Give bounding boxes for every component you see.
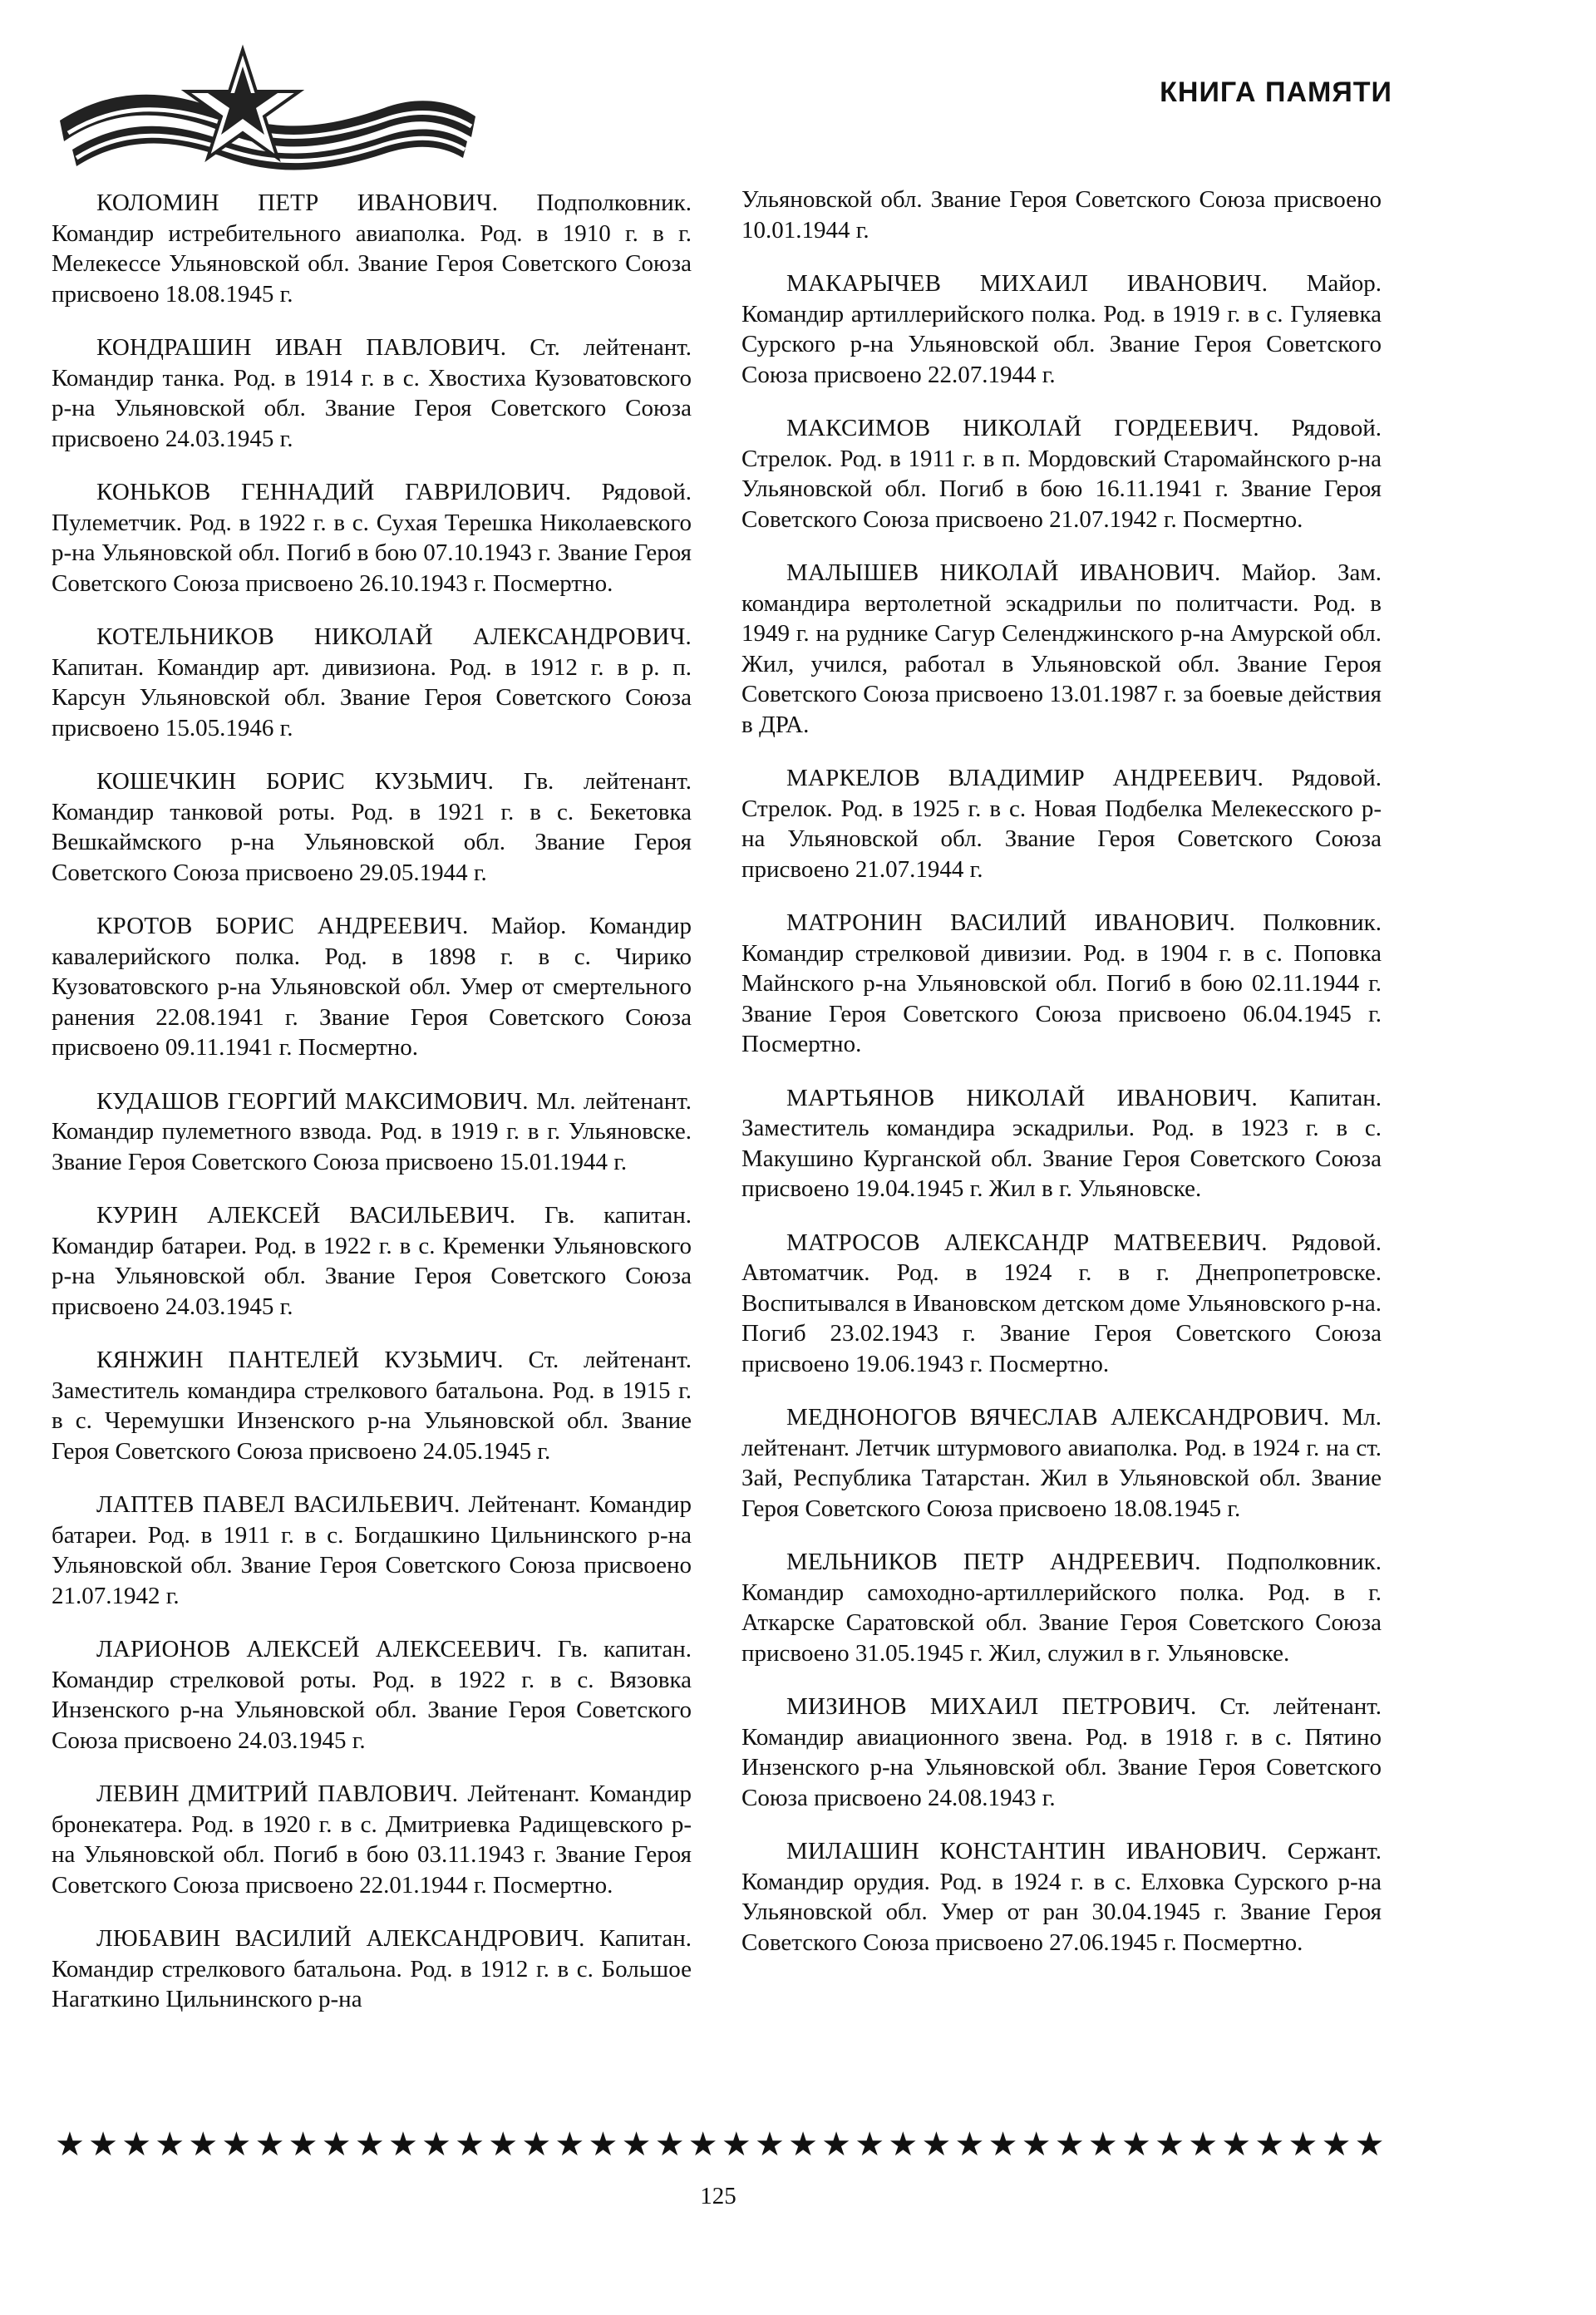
entry-text: Мл. лейтенант. Командир пулеметного взвода. Род. в 1919 г. в г. Ульяновске. Звание Героя Советского Союза присвоено 15.01.1944 г. — [52, 1087, 692, 1175]
left-column — [52, 188, 692, 2038]
entry-name: КОНЬКОВ ГЕННАДИЙ ГАВРИЛОВИЧ. — [96, 479, 572, 505]
entry-text: Полковник. Командир стрелковой дивизии. Род. в 1904 г. в с. Поповка Майнского р-на Ульяновской обл. Погиб в бою 02.11.1944 г. Звание Героя Советского Союза присвоено 06.04.1945 г. Посмертно. — [741, 909, 1382, 1057]
entry-text: Рядовой. Стрелок. Род. в 1911 г. в п. Мордовский Старомайнского р-на Ульяновской обл. Погиб в бою 16.11.1941 г. Звание Героя Советского Союза присвоено 21.07.1942 г. Посмертно. — [741, 415, 1382, 533]
star-icon: ★ — [521, 2125, 552, 2164]
entry-name: МАРТЬЯНОВ НИКОЛАЙ ИВАНОВИЧ. — [786, 1084, 1258, 1111]
entry-name: ЛАПТЕВ ПАВЕЛ ВАСИЛЬЕВИЧ. — [96, 1491, 461, 1518]
entry-text: Гв. лейтенант. Командир танковой роты. Род. в 1921 г. в с. Бекетовка Вешкаймского р-на Ульяновской обл. Звание Героя Советского Союза присвоено 29.05.1944 г. — [52, 768, 692, 886]
right-column — [741, 185, 1382, 2038]
biography-entry — [52, 332, 692, 454]
star-icon: ★ — [1221, 2125, 1252, 2164]
star-icon: ★ — [354, 2125, 385, 2164]
entry-text: Капитан. Заместитель командира эскадрильи. Род. в 1923 г. в с. Макушино Курганской обл. Звание Героя Советского Союза присвоено 19.04.1945 г. Жил в г. Ульяновске. — [741, 1084, 1382, 1202]
entry-name: КОТЕЛЬНИКОВ НИКОЛАЙ АЛЕКСАНДРОВИЧ. — [96, 623, 692, 650]
entry-name: МЕДНОНОГОВ ВЯЧЕСЛАВ АЛЕКСАНДРОВИЧ. — [786, 1404, 1330, 1431]
star-icon: ★ — [621, 2125, 652, 2164]
biography-entry — [741, 1836, 1382, 1958]
star-icon: ★ — [855, 2125, 885, 2164]
biography-entry — [741, 268, 1382, 390]
entry-name: МИЗИНОВ МИХАИЛ ПЕТРОВИЧ. — [786, 1693, 1197, 1720]
star-icon: ★ — [687, 2125, 718, 2164]
star-ribbon-emblem — [52, 33, 484, 199]
star-icon: ★ — [1087, 2125, 1118, 2164]
entry-name: МАТРОНИН ВАСИЛИЙ ИВАНОВИЧ. — [786, 909, 1236, 936]
entry-text: Капитан. Командир стрелкового батальона. Род. в 1912 г. в с. Большое Нагаткино Цильнинского р-на — [52, 1925, 692, 2012]
star-icon: ★ — [1054, 2125, 1085, 2164]
star-icon: ★ — [954, 2125, 985, 2164]
biography-entry — [52, 188, 692, 309]
continued-entry-text: Ульяновской обл. Звание Героя Советского Союза присвоено 10.01.1944 г. — [741, 186, 1382, 244]
star-icon: ★ — [588, 2125, 618, 2164]
star-icon: ★ — [1321, 2125, 1352, 2164]
entry-name: КУРИН АЛЕКСЕЙ ВАСИЛЬЕВИЧ. — [96, 1202, 516, 1229]
entry-text: Рядовой. Пулеметчик. Род. в 1922 г. в с. Сухая Терешка Николаевского р-на Ульяновской обл. Погиб в бою 07.10.1943 г. Звание Героя Советского Союза присвоено 26.10.1943 г. Посмертно. — [52, 479, 692, 597]
star-icon: ★ — [221, 2125, 252, 2164]
biography-entry — [741, 1402, 1382, 1524]
star-icon: ★ — [321, 2125, 352, 2164]
biography-entry — [741, 1547, 1382, 1668]
biography-entry — [52, 1779, 692, 1900]
star-icon: ★ — [888, 2125, 919, 2164]
star-icon: ★ — [1021, 2125, 1052, 2164]
entry-text: Капитан. Командир арт. дивизиона. Род. в 1912 г. в р. п. Карсун Ульяновской обл. Звание Героя Советского Союза присвоено 15.05.1946 г. — [52, 653, 692, 741]
entry-text: Гв. капитан. Командир стрелковой роты. Род. в 1922 г. в с. Вязовка Инзенского р-на Ульяновской обл. Звание Героя Советского Союза присвоено 24.03.1945 г. — [52, 1636, 692, 1754]
biography-entry — [52, 911, 692, 1063]
red-star-ribbon-icon — [60, 50, 475, 170]
star-icon: ★ — [1354, 2125, 1385, 2164]
star-icon: ★ — [721, 2125, 751, 2164]
biography-entry — [52, 1345, 692, 1466]
star-icon: ★ — [188, 2125, 219, 2164]
biography-entry — [52, 766, 692, 888]
star-icon: ★ — [288, 2125, 318, 2164]
star-icon: ★ — [654, 2125, 685, 2164]
biography-entry — [52, 1490, 692, 1611]
entry-name: КОЛОМИН ПЕТР ИВАНОВИЧ. — [96, 190, 499, 216]
star-icon: ★ — [55, 2125, 85, 2164]
biography-entry — [741, 763, 1382, 884]
star-icon: ★ — [754, 2125, 785, 2164]
star-icon: ★ — [421, 2125, 451, 2164]
entry-name: ЛЕВИН ДМИТРИЙ ПАВЛОВИЧ. — [96, 1781, 459, 1807]
page-number: 125 — [700, 2183, 736, 2209]
star-icon: ★ — [1121, 2125, 1151, 2164]
biography-entry — [52, 1200, 692, 1322]
entry-name: МЕЛЬНИКОВ ПЕТР АНДРЕЕВИЧ. — [786, 1549, 1201, 1575]
entry-text: Подполковник. Командир истребительного авиаполка. Род. в 1910 г. в г. Мелекессе Ульяновской обл. Звание Героя Советского Союза присвоено 18.08.1945 г. — [52, 190, 692, 308]
biography-entry — [741, 908, 1382, 1060]
entry-name: МАТРОСОВ АЛЕКСАНДР МАТВЕЕВИЧ. — [786, 1229, 1268, 1256]
entry-text: Сержант. Командир орудия. Род. в 1924 г. в с. Елховка Сурского р-на Ульяновской обл. Умер от ран 30.04.1945 г. Звание Героя Советского Союза присвоено 27.06.1945 г. Посмертно. — [741, 1838, 1382, 1956]
star-icon: ★ — [921, 2125, 952, 2164]
biography-entry — [741, 413, 1382, 534]
biography-entry — [52, 1923, 692, 2015]
entry-text: Мл. лейтенант. Летчик штурмового авиаполка. Род. в 1924 г. на ст. Зай, Республика Татарстан. Жил в Ульяновской обл. Звание Героя Советского Союза присвоено 18.08.1945 г. — [741, 1404, 1382, 1522]
two-column-text — [52, 188, 1382, 2038]
biography-entry — [741, 1083, 1382, 1204]
biography-entry — [741, 1692, 1382, 1813]
entry-name: МАРКЕЛОВ ВЛАДИМИР АНДРЕЕВИЧ. — [786, 765, 1264, 791]
star-icon: ★ — [1155, 2125, 1185, 2164]
biography-entry — [52, 622, 692, 743]
entry-text: Лейтенант. Командир бронекатера. Род. в 1920 г. в с. Дмитриевка Радищевского р-на Ульяновской обл. Погиб в бою 03.11.1943 г. Звание Героя Советского Союза присвоено 22.01.1944 г. Посмертно. — [52, 1781, 692, 1899]
biography-entry — [52, 1086, 692, 1178]
entry-text: Лейтенант. Командир батареи. Род. в 1911 г. в с. Богдашкино Цильнинского р-на Ульяновской обл. Звание Героя Советского Союза присвоено 21.07.1942 г. — [52, 1491, 692, 1609]
entry-name: ЛАРИОНОВ АЛЕКСЕЙ АЛЕКСЕЕВИЧ. — [96, 1636, 543, 1662]
entry-text: Рядовой. Автоматчик. Род. в 1924 г. в г. Днепропетровске. Воспитывался в Ивановском детском доме Ульяновского р-на. Погиб 23.02.1943 г. Звание Героя Советского Союза присвоено 19.06.1943 г. Посмертно. — [741, 1229, 1382, 1377]
entry-name: МАЛЫШЕВ НИКОЛАЙ ИВАНОВИЧ. — [786, 559, 1221, 586]
entry-text: Подполковник. Командир самоходно-артиллерийского полка. Род. в г. Аткарске Саратовской обл. Звание Героя Советского Союза присвоено 31.05.1945 г. Жил, служил в г. Ульяновске. — [741, 1549, 1382, 1667]
entry-name: КУДАШОВ ГЕОРГИЙ МАКСИМОВИЧ. — [96, 1087, 529, 1115]
star-icon: ★ — [254, 2125, 285, 2164]
star-icon: ★ — [821, 2125, 852, 2164]
entry-name: КЯНЖИН ПАНТЕЛЕЙ КУЗЬМИЧ. — [96, 1347, 504, 1373]
entry-name: ЛЮБАВИН ВАСИЛИЙ АЛЕКСАНДРОВИЧ. — [96, 1925, 585, 1952]
entry-text: Ст. лейтенант. Командир танка. Род. в 1914 г. в с. Хвостиха Кузоватовского р-на Ульяновской обл. Звание Героя Советского Союза присвоено 24.03.1945 г. — [52, 334, 692, 452]
star-icon: ★ — [121, 2125, 152, 2164]
star-icon: ★ — [1288, 2125, 1318, 2164]
entry-name: МИЛАШИН КОНСТАНТИН ИВАНОВИЧ. — [786, 1838, 1268, 1864]
entry-text: Ст. лейтенант. Заместитель командира стрелкового батальона. Род. в 1915 г. в с. Черемушки Инзенского р-на Ульяновской обл. Звание Героя Советского Союза присвоено 24.05.1945 г. — [52, 1347, 692, 1465]
entry-name: КРОТОВ БОРИС АНДРЕЕВИЧ. — [96, 913, 469, 939]
entry-text: Гв. капитан. Командир батареи. Род. в 1922 г. в с. Кременки Ульяновского р-на Ульяновской обл. Звание Героя Советского Союза присвоено 24.03.1945 г. — [52, 1202, 692, 1320]
entry-text: Ст. лейтенант. Командир авиационного звена. Род. в 1918 г. в с. Пятино Инзенского р-на Ульяновской обл. Звание Героя Советского Союза присвоено 24.08.1943 г. — [741, 1693, 1382, 1811]
entry-text: Рядовой. Стрелок. Род. в 1925 г. в с. Новая Подбелка Мелекесского р-на Ульяновской обл. Звание Героя Советского Союза присвоено 21.07.1944 г. — [741, 765, 1382, 883]
biography-entry — [52, 477, 692, 598]
entry-text: Майор. Командир кавалерийского полка. Род. в 1898 г. в с. Чирико Кузоватовского р-на Ульяновской обл. Умер от смертельного ранения 22.08.1941 г. Звание Героя Советского Союза присвоено 09.11.1941 г. Посмертно. — [52, 913, 692, 1061]
star-icon: ★ — [455, 2125, 485, 2164]
entry-text: Майор. Командир артиллерийского полка. Род. в 1919 г. в с. Гуляевка Сурского р-на Ульяновской обл. Звание Героя Советского Союза присвоено 22.07.1944 г. — [741, 270, 1382, 388]
page-header-title: КНИГА ПАМЯТИ — [1160, 76, 1392, 108]
biography-entry — [741, 558, 1382, 740]
star-icon: ★ — [488, 2125, 519, 2164]
star-icon: ★ — [88, 2125, 118, 2164]
entry-name: КОШЕЧКИН БОРИС КУЗЬМИЧ. — [96, 768, 495, 795]
biography-entry — [741, 1228, 1382, 1380]
star-icon: ★ — [1254, 2125, 1285, 2164]
entry-name: КОНДРАШИН ИВАН ПАВЛОВИЧ. — [96, 334, 507, 361]
entry-name: МАКСИМОВ НИКОЛАЙ ГОРДЕЕВИЧ. — [786, 415, 1259, 441]
star-divider — [55, 2125, 1385, 2164]
biography-entry — [52, 1634, 692, 1756]
entry-name: МАКАРЫЧЕВ МИХАИЛ ИВАНОВИЧ. — [786, 270, 1268, 297]
star-icon: ★ — [788, 2125, 818, 2164]
star-icon: ★ — [155, 2125, 185, 2164]
star-icon: ★ — [387, 2125, 418, 2164]
star-icon: ★ — [1188, 2125, 1219, 2164]
entry-text: Майор. Зам. командира вертолетной эскадрильи по политчасти. Род. в 1949 г. на руднике Сагур Селенджинского р-на Амурской обл. Жил, учился, работал в Ульяновской обл. Звание Героя Советского Союза присвоено 13.01.1987 г. за боевые действия в ДРА. — [741, 559, 1382, 738]
star-icon: ★ — [988, 2125, 1018, 2164]
star-icon: ★ — [554, 2125, 585, 2164]
